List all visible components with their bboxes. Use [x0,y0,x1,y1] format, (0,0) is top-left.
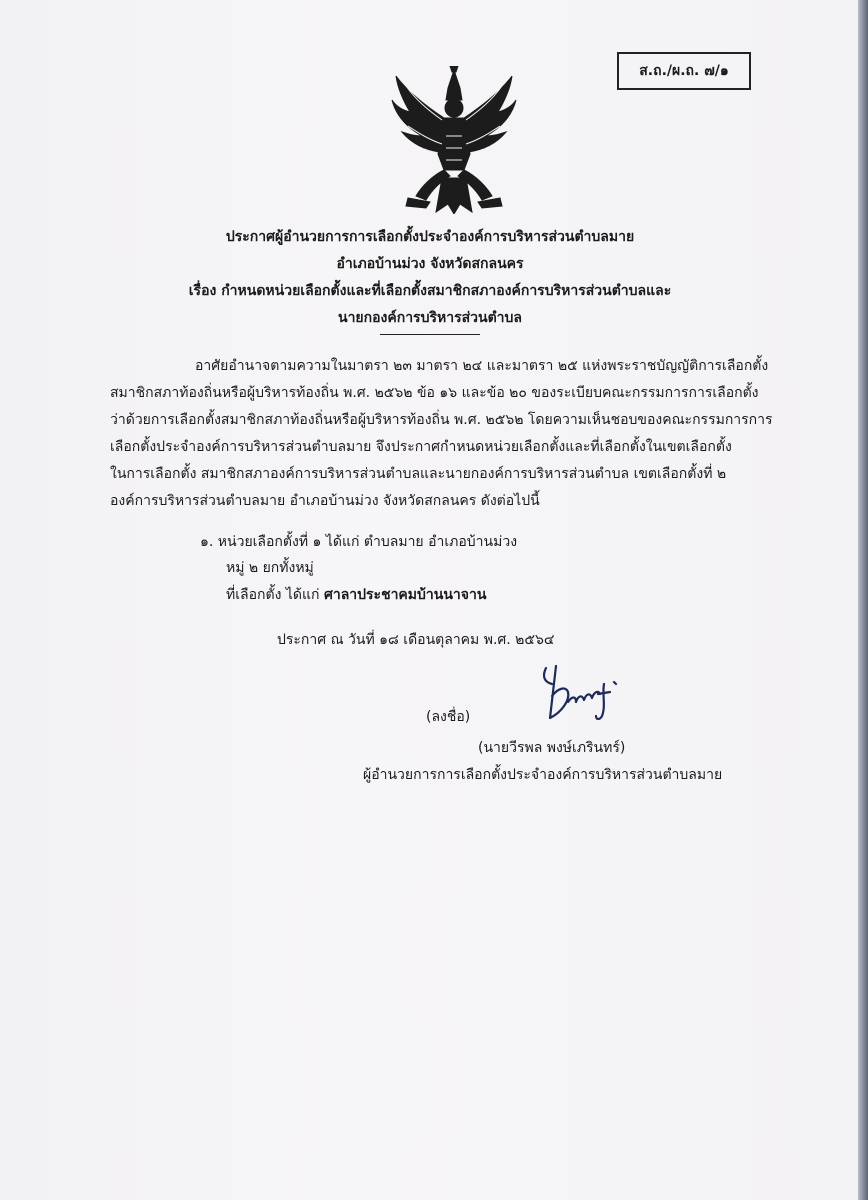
signed-label: (ลงชื่อ) [426,709,471,725]
document-code: ส.ถ./ผ.ถ. ๗/๑ [639,63,729,79]
title-divider [380,334,480,335]
body-paragraph-line: สมาชิกสภาท้องถิ่นหรือผู้บริหารท้องถิ่น พ.ศ. ๒๕๖๒ ข้อ ๑๖ และข้อ ๒๐ ของระเบียบคณะกรรมการการเลือกตั้ง [110,385,759,401]
subject-line: เรื่อง กำหนดหน่วยเลือกตั้งและที่เลือกตั้งสมาชิกสภาองค์การบริหารส่วนตำบลและ [188,283,672,299]
garuda-emblem-icon [386,66,522,214]
page-edge-shadow [858,0,868,1200]
announcement-date: ประกาศ ณ วันที่ ๑๘ เดือนตุลาคม พ.ศ. ๒๕๖๔ [277,632,555,648]
polling-unit-village: หมู่ ๒ ยกทั้งหมู่ [226,560,314,576]
body-paragraph-line: อาศัยอำนาจตามความในมาตรา ๒๓ มาตรา ๒๔ และมาตรา ๒๕ แห่งพระราชบัญญัติการเลือกตั้ง [195,358,769,374]
body-paragraph-line: ในการเลือกตั้ง สมาชิกสภาองค์การบริหารส่วนตำบลและนายกองค์การบริหารส่วนตำบล เขตเลือกตั้งที่ ๒ [110,466,727,482]
polling-place-label: ที่เลือกตั้ง ได้แก่ [226,587,324,603]
signatory-position: ผู้อำนวยการการเลือกตั้งประจำองค์การบริหารส่วนตำบลมาย [363,767,723,783]
polling-place-name: ศาลาประชาคมบ้านนาจาน [323,587,487,603]
document-code-box [617,52,751,90]
polling-unit-item: ๑. หน่วยเลือกตั้งที่ ๑ ได้แก่ ตำบลมาย อำเภอบ้านม่วง [200,534,518,550]
district-province-line: อำเภอบ้านม่วง จังหวัดสกลนคร [336,256,524,272]
body-paragraph-line: เลือกตั้งประจำองค์การบริหารส่วนตำบลมาย จึงประกาศกำหนดหน่วยเลือกตั้งและที่เลือกตั้งในเขตเลือกตั้ง [110,439,732,455]
body-paragraph-line: ว่าด้วยการเลือกตั้งสมาชิกสภาท้องถิ่นหรือผู้บริหารท้องถิ่น พ.ศ. ๒๕๖๒ โดยความเห็นชอบของคณะกรรมการการ [110,412,773,428]
polling-place-line [226,584,486,606]
subject-line-continued: นายกองค์การบริหารส่วนตำบล [338,310,522,326]
announcement-title: ประกาศผู้อำนวยการการเลือกตั้งประจำองค์การบริหารส่วนตำบลมาย [225,229,635,245]
body-paragraph-line: องค์การบริหารส่วนตำบลมาย อำเภอบ้านม่วง จังหวัดสกลนคร ดังต่อไปนี้ [110,493,540,509]
signatory-name: (นายวีรพล พงษ์เภรินทร์) [478,740,626,756]
handwritten-signature-icon [512,662,632,726]
